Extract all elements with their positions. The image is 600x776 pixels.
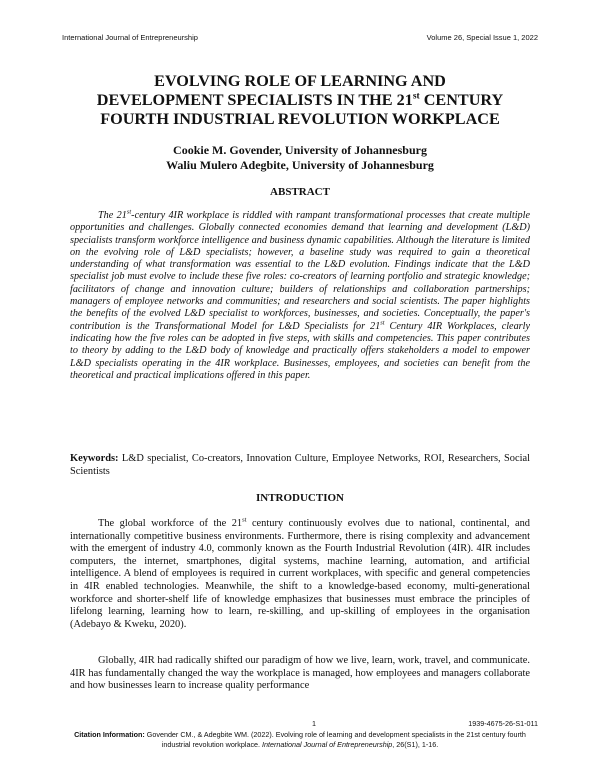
journal-name: International Journal of Entrepreneurship (62, 33, 198, 42)
title-line-1: EVOLVING ROLE OF LEARNING AND (154, 72, 446, 90)
author-1: Cookie M. Govender, University of Johannesburg (173, 143, 427, 157)
abstract-heading: ABSTRACT (270, 186, 330, 198)
introduction-heading: INTRODUCTION (255, 492, 344, 504)
running-header (62, 33, 538, 45)
citation-information: Citation Information: Govender CM., & Adegbite WM. (2022). Evolving role of learning and development specialists in the 21st century fourth industrial revolution workplace. International Journal of Entrepreneurship, 26(S1), 1-16. (74, 730, 526, 749)
author-2: Waliu Mulero Adegbite, University of Johannesburg (166, 158, 434, 172)
page-number: 1 (312, 719, 316, 728)
title-line-2: DEVELOPMENT SPECIALISTS IN THE 21st CENTURY (96, 91, 504, 109)
title-line-3: FOURTH INDUSTRIAL REVOLUTION WORKPLACE (100, 110, 500, 128)
intro-paragraph-2: Globally, 4IR had radically shifted our paradigm of how we live, learn, work, travel, and communicate. 4IR has fundamentally changed the way the workplace is managed, how employees and managers collaborate and how businesses learn to increase quality performance (70, 655, 530, 692)
keywords-text: L&D specialist, Co-creators, Innovation Culture, Employee Networks, ROI, Researchers, Social Scientists (70, 453, 530, 477)
abstract-text: The 21st-century 4IR workplace is riddled with rampant transformational processes that create multiple opportunities and challenges. Globally connected economies demand that learning and development (L&D) specialists transform workforce intelligence and business dynamic capabilities. Although the literature is limited on the evolving role of L&D specialists; however, a baseline study was required to gain a theoretical understanding of what transformation was essential to the L&D evolution. Findings indicate that the L&D specialist job must evolve to include these five roles: co-creators of learning portfolio and strategic knowledge; facilitators of change and innovation culture; builders of relationships and collaboration partnerships; managers of employee networks and communities; and researchers and social scientists. The paper highlights the benefits of the evolved L&D specialist to workforces, businesses, and societies. Conceptually, the paper's contribution is the Transformational Model for L&D Specialists for 21st Century 4IR Workplaces, clearly indicating how the five roles can be adopted in five steps, with skills and competencies. This paper contributes to theory by adding to the L&D body of knowledge and practically offers stakeholders a model to empower L&D specialists operating in the 4IR workplace. Businesses, employees, and societies can benefit from the theoretical and practical implications offered in this paper. (70, 208, 530, 381)
article-id: 1939-4675-26-S1-011 (468, 719, 538, 728)
keywords (70, 453, 530, 478)
author-list (60, 143, 540, 173)
intro-paragraph-1: The global workforce of the 21st century continuously evolves due to national, continental, and internationally competitive business environments. Furthermore, there is rising complexity and advancement with the emergent of industry 4.0, commonly known as the Fourth Industrial Revolution (4IR). 4IR includes computers, the internet, smartphones, digital systems, machine learning, automation, and artificial intelligence. A blend of employees is required in current workplaces, with specific and general competencies in 4IR enabled technologies. Meanwhile, the shift to a knowledge-based economy, multi-generational workforce and shorter-shelf life of knowledge emphasizes that businesses must embrace the principles of lifelong learning, learning how to learn, re-skilling, and up-skilling of employees in the organisation (Adebayo & Kweku, 2020). (70, 516, 530, 630)
paper-title (60, 72, 540, 129)
keywords-label: Keywords: (70, 453, 119, 464)
volume-info: Volume 26, Special Issue 1, 2022 (426, 33, 538, 42)
